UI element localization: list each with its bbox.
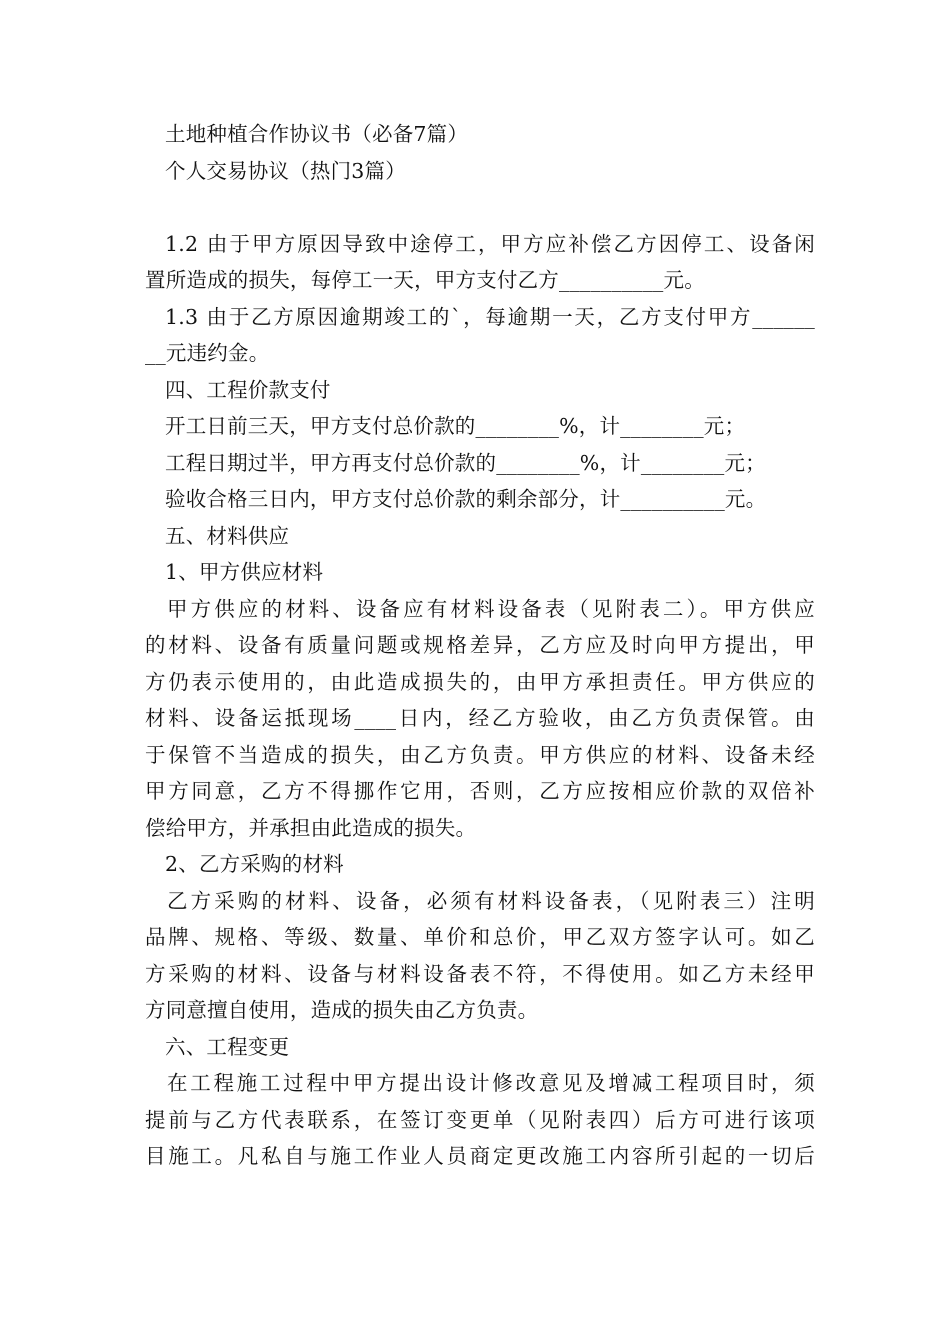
paragraph-line: 品牌、规格、等级、数量、单价和总价，甲乙双方签字认可。如乙 xyxy=(145,925,815,949)
related-link-1[interactable]: 土地种植合作协议书（必备7篇） xyxy=(165,122,469,146)
paragraph-line: 方仍表示使用的，由此造成损失的，由甲方承担责任。甲方供应的 xyxy=(145,669,815,694)
paragraph-line: 乙方采购的材料、设备，必须有材料设备表，（见附表三）注明 xyxy=(167,888,815,913)
paragraph-line: 甲方同意，乙方不得挪作它用，否则，乙方应按相应价款的双倍补 xyxy=(145,779,815,803)
paragraph-line: __元违约金。 xyxy=(145,341,270,365)
paragraph-line: 2、乙方采购的材料 xyxy=(165,852,344,876)
paragraph-line: 在工程施工过程中甲方提出设计修改意见及增减工程项目时，须 xyxy=(167,1071,815,1095)
paragraph-line: 置所造成的损失，每停工一天，甲方支付乙方__________元。 xyxy=(145,268,705,292)
paragraph-line: 1.2 由于甲方原因导致中途停工，甲方应补偿乙方因停工、设备闲 xyxy=(165,231,815,256)
paragraph-line: 工程日期过半，甲方再支付总价款的________%，计________元； xyxy=(165,450,766,475)
paragraph-line: 于保管不当造成的损失，由乙方负责。甲方供应的材料、设备未经 xyxy=(145,742,815,767)
paragraph-line: 偿给甲方，并承担由此造成的损失。 xyxy=(145,815,477,840)
paragraph-line: 五、材料供应 xyxy=(165,523,290,548)
paragraph-line: 验收合格三日内，甲方支付总价款的剩余部分，计__________元。 xyxy=(165,487,767,511)
paragraph-line: 方采购的材料、设备与材料设备表不符，不得使用。如乙方未经甲 xyxy=(145,961,815,986)
paragraph-line: 四、工程价款支付 xyxy=(165,377,331,402)
paragraph-line: 的材料、设备有质量问题或规格差异，乙方应及时向甲方提出，甲 xyxy=(145,633,815,657)
paragraph-line: 材料、设备运抵现场____日内，经乙方验收，由乙方负责保管。由 xyxy=(145,706,815,730)
paragraph-line: 1、甲方供应材料 xyxy=(165,560,324,584)
blank-line xyxy=(145,189,815,226)
document-body xyxy=(145,116,815,1175)
paragraph-line: 甲方供应的材料、设备应有材料设备表（见附表二）。甲方供应 xyxy=(167,596,815,621)
paragraph-line: 1.3 由于乙方原因逾期竣工的`，每逾期一天，乙方支付甲方______ xyxy=(165,304,815,329)
paragraph-line: 提前与乙方代表联系，在签订变更单（见附表四）后方可进行该项 xyxy=(145,1107,815,1132)
contract-text xyxy=(145,226,815,1175)
related-link-2[interactable]: 个人交易协议（热门3篇） xyxy=(165,158,406,183)
paragraph-line: 方同意擅自使用，造成的损失由乙方负责。 xyxy=(145,998,539,1022)
paragraph-line: 目施工。凡私自与施工作业人员商定更改施工内容所引起的一切后 xyxy=(145,1144,815,1168)
paragraph-line: 六、工程变更 xyxy=(165,1034,290,1059)
paragraph-line: 开工日前三天，甲方支付总价款的________%，计________元； xyxy=(165,414,746,438)
